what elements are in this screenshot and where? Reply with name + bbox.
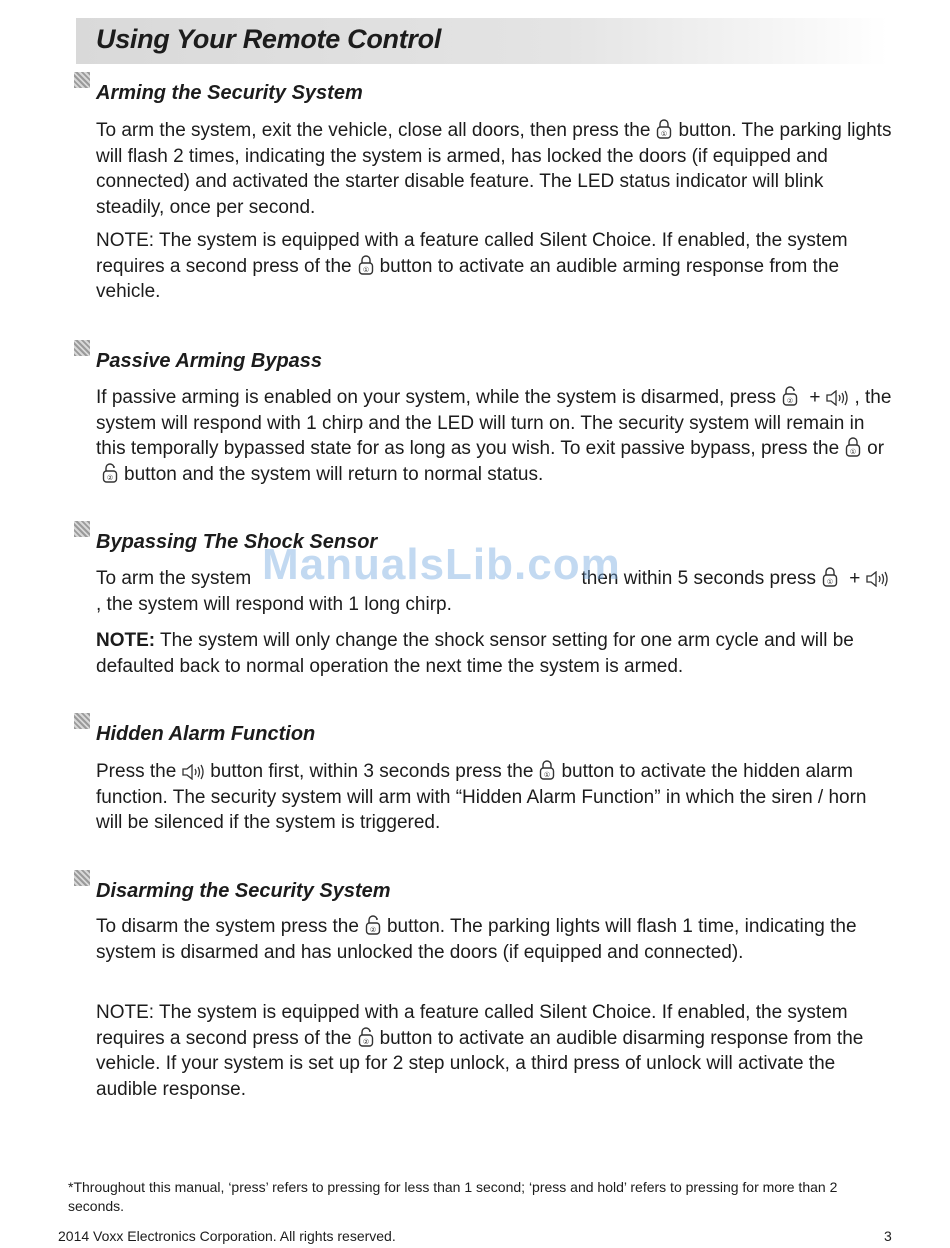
section-bullet-icon [74, 870, 90, 886]
section-heading: Passive Arming Bypass [96, 350, 323, 372]
horn-icon [866, 571, 888, 587]
unlock-icon [102, 463, 118, 483]
title-banner [76, 18, 888, 64]
section-heading: Arming the Security System [96, 82, 363, 104]
lock-icon [845, 437, 861, 457]
unlock-icon [365, 915, 381, 935]
section-bullet-icon [74, 713, 90, 729]
horn-icon [826, 390, 848, 406]
page-number: 3 [884, 1228, 892, 1244]
footnote: *Throughout this manual, ‘press’ refers to pressing for less than 1 second; ‘press and hold’ refers to pressing for more than 2 seconds. [68, 1179, 838, 1214]
section-paragraph: To arm the system then within 5 seconds press ① + , the system will respond with 1 long chirp. [96, 566, 896, 617]
unlock-icon [782, 386, 798, 406]
section-paragraph: If passive arming is enabled on your system, while the system is disarmed, press ② + , the system will respond with 1 chirp and the LED will turn on. The security system will remain in this temporally bypassed state for as long as you wish. To exit passive bypass, press the ① or ② button and the system will return to normal status. [96, 387, 892, 485]
section-bullet-icon [74, 340, 90, 356]
horn-icon [182, 764, 204, 780]
section-heading: Hidden Alarm Function [96, 723, 316, 745]
svg-text:①: ① [661, 130, 668, 138]
unlock-icon [358, 1027, 374, 1047]
svg-text:②: ② [369, 926, 377, 934]
svg-text:①: ① [544, 771, 551, 779]
page-title: Using Your Remote Control [96, 24, 442, 54]
watermark: ManualsLib.com [262, 540, 621, 589]
section-note: NOTE: The system will only change the shock sensor setting for one arm cycle and will be defaulted back to normal operation the next time the system is armed. [96, 630, 854, 677]
svg-text:②: ② [106, 473, 114, 482]
lock-icon [539, 760, 555, 780]
svg-text:①: ① [362, 265, 369, 274]
lock-icon [822, 567, 838, 587]
lock-icon [358, 255, 374, 275]
section-note: NOTE: The system is equipped with a feature called Silent Choice. If enabled, the system requires a second press of the ② button to activate an audible disarming response from the vehicle. If your system is set up for 2 step unlock, a third press of unlock will activate the audible response. [96, 1002, 864, 1100]
svg-text:①: ① [826, 578, 834, 586]
section-heading: Disarming the Security System [96, 880, 391, 902]
section-paragraph: To arm the system, exit the vehicle, close all doors, then press the ① button. The parking lights will flash 2 times, indicating the system is armed, has locked the doors (if equipped and connected) and activated the starter disable feature. The LED status indicator will blink steadily, once per second. [96, 120, 892, 218]
svg-text:②: ② [362, 1037, 369, 1046]
lock-icon [656, 119, 672, 139]
section-paragraph: Press the button first, within 3 seconds press the ① button to activate the hidden alarm function. The security system will arm with “Hidden Alarm Function” in which the siren / horn will be silenced if the system is triggered. [96, 761, 867, 833]
section-bullet-icon [74, 521, 90, 537]
section-bullet-icon [74, 72, 90, 88]
section-note: NOTE: The system is equipped with a feature called Silent Choice. If enabled, the system requires a second press of the ① button to activate an audible arming response from the vehicle. [96, 230, 848, 302]
svg-text:①: ① [850, 448, 857, 456]
svg-text:②: ② [786, 397, 794, 405]
section-paragraph: To disarm the system press the ② button. The parking lights will flash 1 time, indicating the system is disarmed and has unlocked the doors (if equipped and connected). [96, 916, 857, 963]
section-heading: Bypassing The Shock Sensor [96, 531, 378, 553]
copyright: 2014 Voxx Electronics Corporation. All rights reserved. [58, 1228, 396, 1244]
